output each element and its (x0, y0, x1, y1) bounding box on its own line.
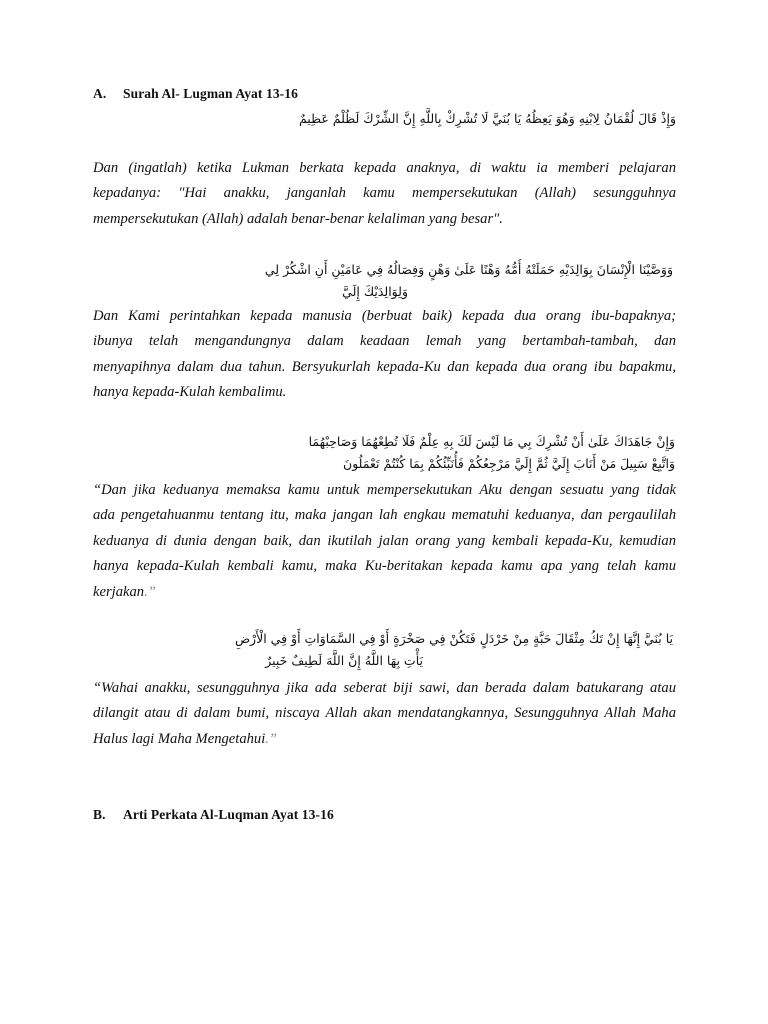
verse-15-translation-line-1: “Dan jika keduanya memaksa kamu untuk mempersekutukan Aku dengan sesuatu yang tidak (93, 482, 676, 498)
verse-15-translation-line-4: hanya kepada-Kulah kembali kamu, maka Ku-beritakan kepada kamu apa yang telah kamu (93, 558, 676, 575)
verse-15-translation-line-5 (93, 580, 676, 605)
verse-16-arabic (93, 628, 673, 672)
verse-16-translation-line-2: dilangit atau di dalam bumi, niscaya Allah akan mendatangkannya, Sesungguhnya Allah Maha (93, 705, 676, 722)
verse-16-translation-line-3 (93, 727, 676, 752)
verse-15-translation-line-5-text: kerjakan (93, 583, 145, 600)
verse-14-translation (93, 304, 676, 406)
section-a-heading (93, 86, 298, 102)
verse-13-arabic (93, 108, 676, 130)
verse-13-translation-line-1: Dan (ingatlah) ketika Lukman berkata kepada anaknya, di waktu ia memberi pelajaran (93, 160, 676, 176)
verse-13-translation-line-2: kepadanya: "Hai anakku, janganlah kamu mempersekutukan (Allah) sesungguhnya (93, 185, 676, 202)
section-b-heading (93, 807, 334, 823)
verse-15-translation-tail: .” (144, 583, 156, 600)
section-b-title: Arti Perkata Al-Luqman Ayat 13-16 (123, 807, 334, 822)
verse-14-arabic (93, 259, 673, 303)
verse-14-arabic-line-1: وَوَصَّيْنَا الْإِنْسَانَ بِوَالِدَيْهِ حَمَلَتْهُ أُمُّهُ وَهْنًا عَلَىٰ وَهْنٍ وَفِصَالُهُ فِي عَامَيْنِ أَنِ اشْكُرْ لِي (264, 262, 673, 277)
verse-13-translation-line-3: mempersekutukan (Allah) adalah benar-benar kelaliman yang besar". (93, 210, 503, 227)
verse-15-translation-line-2: ada pengetahuanmu tentang itu, maka jangan lah engkau mematuhi keduanya, dan pergaulilah (93, 507, 676, 524)
verse-15-arabic-line-2: وَاتَّبِعْ سَبِيلَ مَنْ أَنَابَ إِلَيَّ ثُمَّ إِلَيَّ مَرْجِعُكُمْ فَأُنَبِّئُكُمْ بِمَا كُنْتُمْ تَعْمَلُونَ (343, 456, 675, 471)
section-a-letter: A. (93, 86, 107, 101)
verse-16-arabic-line-1: يَا بُنَيَّ إِنَّهَا إِنْ تَكُ مِثْقَالَ حَبَّةٍ مِنْ خَرْدَلٍ فَتَكُنْ فِي صَخْرَةٍ أَوْ فِي السَّمَاوَاتِ أَوْ فِي الْأَرْضِ (234, 631, 673, 646)
verse-14-translation-line-1: Dan Kami perintahkan kepada manusia (berbuat baik) kepada dua orang ibu-bapaknya; (93, 308, 676, 324)
verse-14-translation-line-2: ibunya telah mengandungnya dalam keadaan lemah yang bertambah-tambah, dan (93, 333, 676, 350)
verse-14-translation-line-3: menyapihnya dalam dua tahun. Bersyukurlah kepada-Ku dan kepada dua orang ibu bapakmu, (93, 358, 676, 375)
verse-14-translation-line-4: hanya kepada-Kulah kembalimu. (93, 384, 287, 401)
verse-16-translation-line-3-text: Halus lagi Maha Mengetahui (93, 730, 266, 747)
verse-16-arabic-line-2: يَأْتِ بِهَا اللَّهُ إِنَّ اللَّهَ لَطِيفٌ خَبِيرٌ (265, 653, 423, 668)
verse-15-translation (93, 478, 676, 605)
verse-16-translation-line-1: “Wahai anakku, sesungguhnya jika ada seberat biji sawi, dan berada dalam batukarang atau (93, 680, 676, 696)
verse-15-translation-line-3: keduanya di dunia dengan baik, dan ikutilah jalan orang yang kembali kepada-Ku, kemudian (93, 532, 676, 549)
section-b-letter: B. (93, 807, 106, 822)
section-a-title: Surah Al- Lugman Ayat 13-16 (123, 86, 298, 101)
verse-16-translation (93, 676, 676, 752)
verse-16-translation-tail: .” (265, 730, 278, 747)
verse-13-translation (93, 156, 676, 232)
verse-14-arabic-line-2: وَلِوَالِدَيْكَ إِلَيَّ (342, 284, 408, 299)
verse-13-arabic-line: وَإِذْ قَالَ لُقْمَانُ لِابْنِهِ وَهُوَ يَعِظُهُ يَا بُنَيَّ لَا تُشْرِكْ بِاللَّهِ إِنَّ الشِّرْكَ لَظُلْمٌ عَظِيمٌ (298, 111, 676, 126)
verse-15-arabic-line-1: وَإِنْ جَاهَدَاكَ عَلَىٰ أَنْ تُشْرِكَ بِي مَا لَيْسَ لَكَ بِهِ عِلْمٌ فَلَا تُطِعْهُمَا وَصَاحِبْهُمَا (308, 434, 675, 449)
verse-15-arabic (93, 431, 675, 475)
